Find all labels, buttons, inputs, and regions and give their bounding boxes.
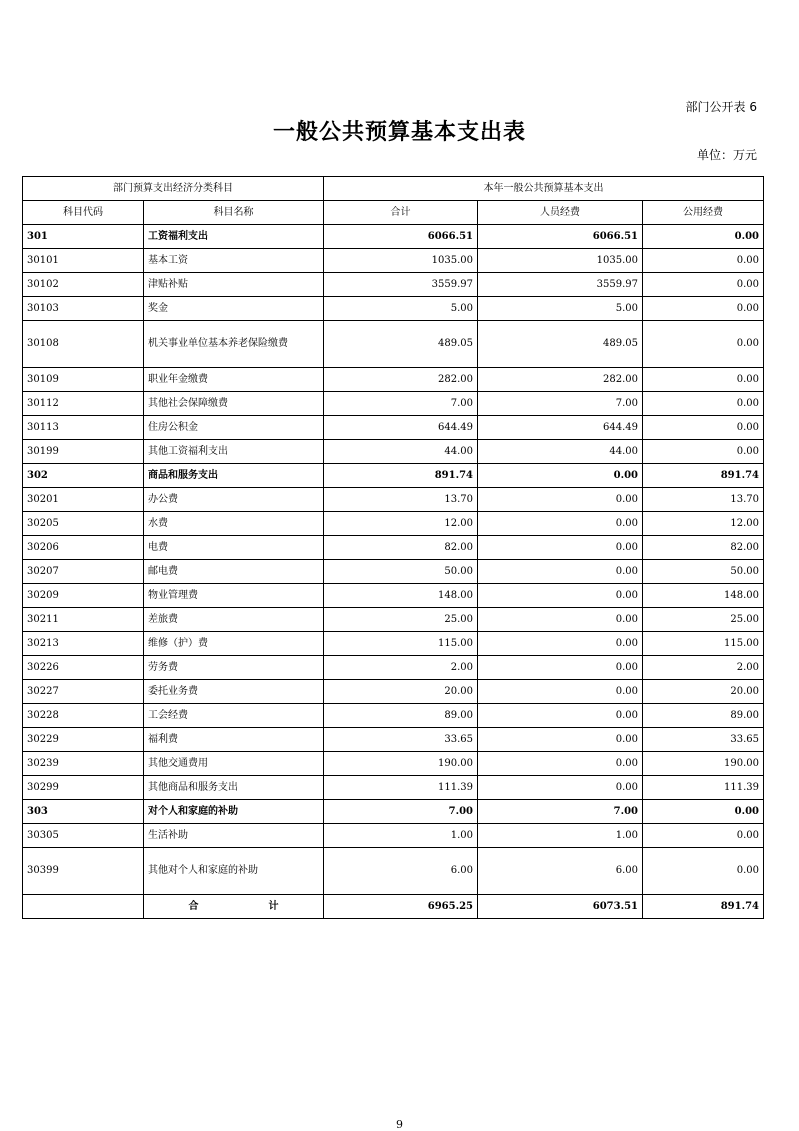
header-total: 合计: [324, 201, 478, 225]
header-columns-row: [23, 201, 764, 225]
total-row: [23, 895, 764, 919]
amount-total: 644.49: [324, 416, 478, 440]
subject-code: 30109: [23, 368, 144, 392]
amount-personnel: 6066.51: [478, 225, 643, 249]
subject-name: 差旅费: [144, 608, 324, 632]
amount-personnel: 5.00: [478, 297, 643, 321]
subject-name: 奖金: [144, 297, 324, 321]
amount-personnel: 489.05: [478, 321, 643, 368]
amount-total: 891.74: [324, 464, 478, 488]
subject-name: 津贴补贴: [144, 273, 324, 297]
amount-personnel: 282.00: [478, 368, 643, 392]
amount-public: 0.00: [643, 824, 764, 848]
amount-public: 89.00: [643, 704, 764, 728]
total-label-second: 计: [268, 900, 279, 912]
subject-code: 30226: [23, 656, 144, 680]
subject-name: 对个人和家庭的补助: [144, 800, 324, 824]
subject-code: 30113: [23, 416, 144, 440]
amount-total: 20.00: [324, 680, 478, 704]
subject-name: 其他社会保障缴费: [144, 392, 324, 416]
table-row: [23, 752, 764, 776]
budget-table: [22, 176, 764, 919]
amount-public: 13.70: [643, 488, 764, 512]
amount-total: 25.00: [324, 608, 478, 632]
amount-public: 33.65: [643, 728, 764, 752]
amount-personnel: 0.00: [478, 584, 643, 608]
amount-total: 2.00: [324, 656, 478, 680]
amount-personnel: 7.00: [478, 800, 643, 824]
subject-name: 物业管理费: [144, 584, 324, 608]
subject-code: 301: [23, 225, 144, 249]
amount-total: 13.70: [324, 488, 478, 512]
subject-code: 30206: [23, 536, 144, 560]
amount-total: 115.00: [324, 632, 478, 656]
table-row: [23, 704, 764, 728]
subject-name: 工资福利支出: [144, 225, 324, 249]
subject-name: 其他对个人和家庭的补助: [144, 848, 324, 895]
subject-name: 商品和服务支出: [144, 464, 324, 488]
amount-public: 190.00: [643, 752, 764, 776]
subject-name: 职业年金缴费: [144, 368, 324, 392]
amount-public: 148.00: [643, 584, 764, 608]
table-row: [23, 560, 764, 584]
amount-public: 0.00: [643, 249, 764, 273]
table-row: [23, 656, 764, 680]
amount-personnel: 0.00: [478, 632, 643, 656]
amount-total: 6.00: [324, 848, 478, 895]
table-group-row: [23, 225, 764, 249]
amount-total: 5.00: [324, 297, 478, 321]
table-number: 部门公开表 6: [685, 100, 757, 114]
amount-public: 25.00: [643, 608, 764, 632]
table-row: [23, 728, 764, 752]
amount-public: 0.00: [643, 321, 764, 368]
amount-total: 12.00: [324, 512, 478, 536]
table-row: [23, 368, 764, 392]
amount-personnel: 0.00: [478, 656, 643, 680]
amount-total: 489.05: [324, 321, 478, 368]
subject-name: 维修（护）费: [144, 632, 324, 656]
amount-personnel: 0.00: [478, 608, 643, 632]
subject-code: 30205: [23, 512, 144, 536]
subject-name: 生活补助: [144, 824, 324, 848]
amount-public: 0.00: [643, 297, 764, 321]
amount-public: 111.39: [643, 776, 764, 800]
table-row: [23, 824, 764, 848]
amount-personnel: 0.00: [478, 536, 643, 560]
subject-name: 电费: [144, 536, 324, 560]
header-code: 科目代码: [23, 201, 144, 225]
table-group-row: [23, 464, 764, 488]
subject-name: 劳务费: [144, 656, 324, 680]
amount-public: 0.00: [643, 440, 764, 464]
amount-total: 148.00: [324, 584, 478, 608]
amount-personnel: 0.00: [478, 776, 643, 800]
subject-code: 30399: [23, 848, 144, 895]
amount-public: 0.00: [643, 225, 764, 249]
unit-label: 单位：万元: [696, 148, 757, 162]
subject-code: 30305: [23, 824, 144, 848]
subject-code: 30229: [23, 728, 144, 752]
amount-personnel: 1035.00: [478, 249, 643, 273]
subject-name: 邮电费: [144, 560, 324, 584]
amount-personnel: 0.00: [478, 464, 643, 488]
amount-total: 44.00: [324, 440, 478, 464]
subject-code: 30213: [23, 632, 144, 656]
subject-name: 其他商品和服务支出: [144, 776, 324, 800]
amount-personnel: 0.00: [478, 488, 643, 512]
total-sum: 6965.25: [324, 895, 478, 919]
subject-code: 30201: [23, 488, 144, 512]
subject-code: 30103: [23, 297, 144, 321]
amount-total: 3559.97: [324, 273, 478, 297]
subject-code: 30199: [23, 440, 144, 464]
amount-public: 0.00: [643, 800, 764, 824]
table-row: [23, 273, 764, 297]
amount-public: 0.00: [643, 416, 764, 440]
amount-total: 1.00: [324, 824, 478, 848]
table-row: [23, 297, 764, 321]
amount-total: 6066.51: [324, 225, 478, 249]
amount-personnel: 0.00: [478, 704, 643, 728]
subject-code: 30239: [23, 752, 144, 776]
amount-public: 2.00: [643, 656, 764, 680]
table-row: [23, 416, 764, 440]
subject-name: 基本工资: [144, 249, 324, 273]
total-personnel: 6073.51: [478, 895, 643, 919]
amount-total: 7.00: [324, 392, 478, 416]
header-economic-class: 部门预算支出经济分类科目: [23, 177, 324, 201]
table-row: [23, 321, 764, 368]
subject-name: 其他工资福利支出: [144, 440, 324, 464]
header-name: 科目名称: [144, 201, 324, 225]
table-body: [23, 225, 764, 895]
amount-public: 891.74: [643, 464, 764, 488]
subject-code: 30101: [23, 249, 144, 273]
subject-code: 30112: [23, 392, 144, 416]
table-row: [23, 249, 764, 273]
table-row: [23, 632, 764, 656]
table-row: [23, 512, 764, 536]
subject-code: 30108: [23, 321, 144, 368]
header-basic-expenditure: 本年一般公共预算基本支出: [324, 177, 764, 201]
subject-name: 其他交通费用: [144, 752, 324, 776]
amount-personnel: 7.00: [478, 392, 643, 416]
amount-public: 0.00: [643, 848, 764, 895]
amount-personnel: 0.00: [478, 560, 643, 584]
subject-name: 委托业务费: [144, 680, 324, 704]
table-row: [23, 776, 764, 800]
amount-personnel: 3559.97: [478, 273, 643, 297]
amount-total: 1035.00: [324, 249, 478, 273]
total-label-first: 合: [188, 900, 199, 912]
table-row: [23, 392, 764, 416]
table-row: [23, 608, 764, 632]
subject-name: 机关事业单位基本养老保险缴费: [144, 321, 324, 368]
amount-total: 50.00: [324, 560, 478, 584]
subject-name: 水费: [144, 512, 324, 536]
header-group-row: [23, 177, 764, 201]
amount-personnel: 0.00: [478, 680, 643, 704]
subject-code: 302: [23, 464, 144, 488]
subject-code: 30299: [23, 776, 144, 800]
amount-total: 82.00: [324, 536, 478, 560]
subject-code: 30228: [23, 704, 144, 728]
subject-code: 30207: [23, 560, 144, 584]
table-row: [23, 848, 764, 895]
subject-code: 303: [23, 800, 144, 824]
subject-code: 30227: [23, 680, 144, 704]
amount-total: 282.00: [324, 368, 478, 392]
subject-code: 30102: [23, 273, 144, 297]
subject-code: 30211: [23, 608, 144, 632]
amount-personnel: 0.00: [478, 512, 643, 536]
amount-personnel: 0.00: [478, 728, 643, 752]
amount-total: 190.00: [324, 752, 478, 776]
amount-public: 0.00: [643, 392, 764, 416]
table-row: [23, 488, 764, 512]
subject-name: 住房公积金: [144, 416, 324, 440]
amount-total: 33.65: [324, 728, 478, 752]
subject-code: 30209: [23, 584, 144, 608]
amount-personnel: 644.49: [478, 416, 643, 440]
subject-name: 福利费: [144, 728, 324, 752]
amount-public: 82.00: [643, 536, 764, 560]
header-public: 公用经费: [643, 201, 764, 225]
table-row: [23, 536, 764, 560]
amount-personnel: 0.00: [478, 752, 643, 776]
table-row: [23, 584, 764, 608]
amount-personnel: 44.00: [478, 440, 643, 464]
amount-public: 115.00: [643, 632, 764, 656]
amount-public: 50.00: [643, 560, 764, 584]
amount-personnel: 6.00: [478, 848, 643, 895]
header-personnel: 人员经费: [478, 201, 643, 225]
amount-total: 89.00: [324, 704, 478, 728]
subject-name: 办公费: [144, 488, 324, 512]
amount-personnel: 1.00: [478, 824, 643, 848]
total-code-cell: [23, 895, 144, 919]
amount-total: 111.39: [324, 776, 478, 800]
amount-public: 0.00: [643, 368, 764, 392]
table-row: [23, 680, 764, 704]
amount-public: 20.00: [643, 680, 764, 704]
subject-name: 工会经费: [144, 704, 324, 728]
total-label: [144, 895, 324, 919]
page-title: 一般公共预算基本支出表: [272, 119, 526, 145]
table-row: [23, 440, 764, 464]
amount-public: 12.00: [643, 512, 764, 536]
amount-total: 7.00: [324, 800, 478, 824]
table-group-row: [23, 800, 764, 824]
total-public: 891.74: [643, 895, 764, 919]
amount-public: 0.00: [643, 273, 764, 297]
page-number: 9: [396, 1118, 403, 1131]
